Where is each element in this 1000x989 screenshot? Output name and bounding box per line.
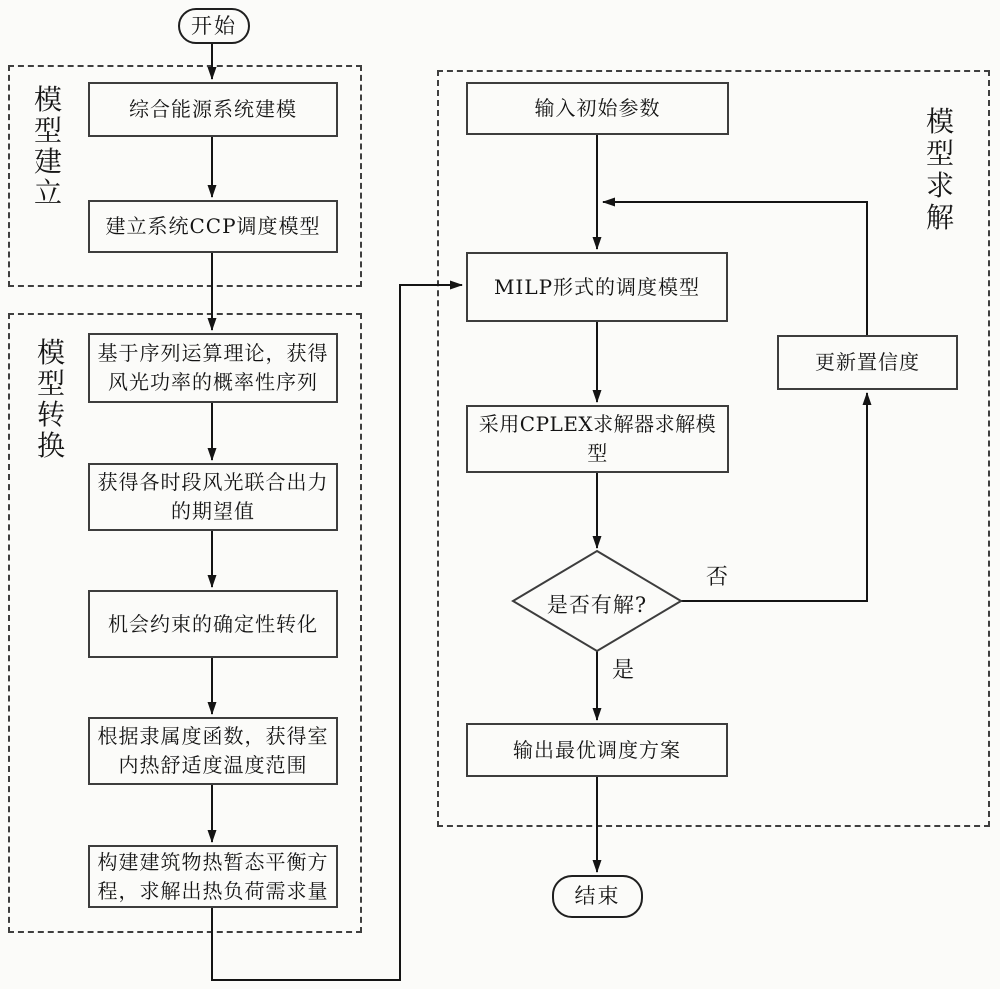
group-label-model-building: 模型建立 [33,83,62,209]
step-chance-constraint-deterministic-conversion: 机会约束的确定性转化 [88,590,338,658]
end-node: 结束 [552,875,643,918]
start-node: 开始 [178,8,250,44]
step-membership-function-comfort-range: 根据隶属度函数，获得室内热舒适度温度范围 [88,717,338,785]
decision-yes-label: 是 [612,658,635,683]
step-update-confidence: 更新置信度 [777,335,958,390]
step-milp-dispatch-model: MILP形式的调度模型 [466,252,728,322]
step-building-thermal-balance: 构建建筑物热暂态平衡方程，求解出热负荷需求量 [88,845,338,908]
group-label-model-transformation: 模型转换 [36,336,65,462]
group-label-model-solving: 模型求解 [925,105,954,234]
step-wind-pv-joint-output-expectation: 获得各时段风光联合出力的期望值 [88,463,338,531]
step-output-optimal-dispatch: 输出最优调度方案 [466,723,728,777]
decision-has-solution-label: 是否有解? [546,593,648,617]
step-integrated-energy-system-modeling: 综合能源系统建模 [88,82,338,137]
step-build-ccp-dispatch-model: 建立系统CCP调度模型 [88,200,338,253]
step-sequence-operation-theory: 基于序列运算理论，获得风光功率的概率性序列 [88,333,338,403]
step-input-initial-params: 输入初始参数 [466,82,729,135]
decision-no-label: 否 [706,565,729,590]
step-cplex-solve: 采用CPLEX求解器求解模型 [466,405,729,473]
